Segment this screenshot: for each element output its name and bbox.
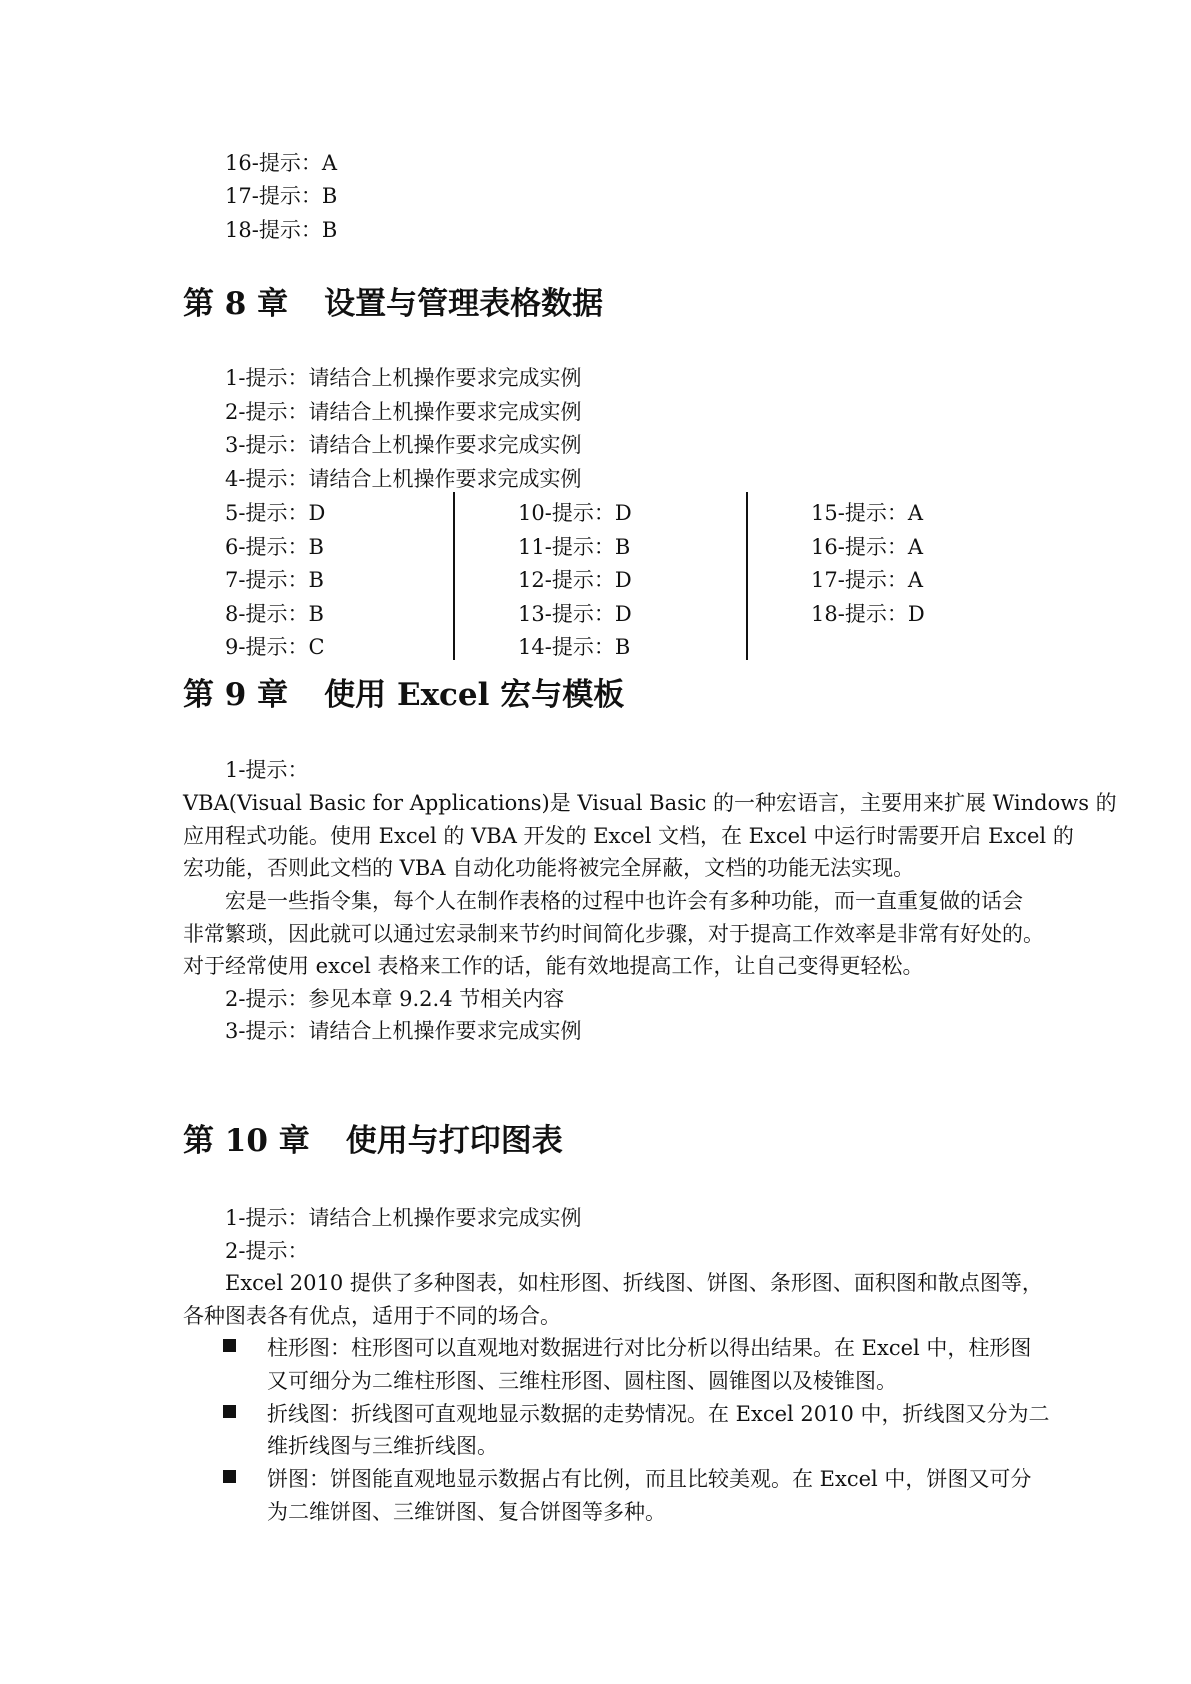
chapter-number: 第 10 章 — [183, 1123, 310, 1159]
bullet-square-icon — [223, 1339, 236, 1352]
paragraph-line: 应用程式功能。使用 Excel 的 VBA 开发的 Excel 文档，在 Excel 中运行时需要开启 Excel 的 — [183, 824, 1074, 848]
column-divider — [746, 492, 748, 660]
hint-line: 18-提示：B — [225, 218, 338, 242]
bullet-square-icon — [223, 1405, 236, 1418]
answer-item: 5-提示：D — [225, 501, 326, 525]
paragraph-line: Excel 2010 提供了多种图表，如柱形图、折线图、饼图、条形图、面积图和散点图等， — [225, 1271, 1043, 1295]
chapter-10-heading — [183, 1123, 563, 1159]
answer-item: 14-提示：B — [518, 635, 631, 659]
hint-line: 4-提示：请结合上机操作要求完成实例 — [225, 467, 582, 491]
answer-item: 12-提示：D — [518, 568, 632, 592]
hint-line: 3-提示：请结合上机操作要求完成实例 — [225, 1019, 582, 1043]
paragraph-line: 宏是一些指令集，每个人在制作表格的过程中也许会有多种功能，而一直重复做的话会 — [225, 889, 1023, 913]
paragraph-line: 各种图表各有优点，适用于不同的场合。 — [183, 1304, 561, 1328]
answer-item: 13-提示：D — [518, 602, 632, 626]
chapter-title: 使用与打印图表 — [345, 1123, 563, 1159]
answer-item: 8-提示：B — [225, 602, 324, 626]
bullet-item-line: 为二维饼图、三维饼图、复合饼图等多种。 — [267, 1500, 666, 1524]
hint-line: 2-提示：参见本章 9.2.4 节相关内容 — [225, 987, 565, 1011]
hint-line: 1-提示：请结合上机操作要求完成实例 — [225, 1206, 582, 1230]
bullet-item-line: 维折线图与三维折线图。 — [267, 1434, 498, 1458]
hint-line: 16-提示：A — [225, 151, 337, 175]
answer-item: 7-提示：B — [225, 568, 324, 592]
paragraph-line: 对于经常使用 excel 表格来工作的话，能有效地提高工作，让自己变得更轻松。 — [183, 954, 924, 978]
bullet-item-line: 饼图：饼图能直观地显示数据占有比例，而且比较美观。在 Excel 中，饼图又可分 — [267, 1467, 1032, 1491]
answer-item: 9-提示：C — [225, 635, 325, 659]
hint-line: 17-提示：B — [225, 184, 338, 208]
bullet-item-line: 折线图：折线图可直观地显示数据的走势情况。在 Excel 2010 中，折线图又分为二 — [267, 1402, 1050, 1426]
paragraph-line: VBA(Visual Basic for Applications)是 Visual Basic 的一种宏语言，主要用来扩展 Windows 的 — [183, 791, 1117, 815]
column-divider — [453, 492, 455, 660]
chapter-number: 第 8 章 — [183, 286, 289, 322]
hint-line: 1-提示： — [225, 758, 309, 782]
hint-line: 3-提示：请结合上机操作要求完成实例 — [225, 433, 582, 457]
hint-line: 1-提示：请结合上机操作要求完成实例 — [225, 366, 582, 390]
hint-line: 2-提示： — [225, 1239, 309, 1263]
answer-item: 6-提示：B — [225, 535, 324, 559]
answer-item: 15-提示：A — [811, 501, 923, 525]
chapter-title: 使用 Excel 宏与模板 — [324, 677, 625, 713]
answer-item: 16-提示：A — [811, 535, 923, 559]
answer-item: 18-提示：D — [811, 602, 925, 626]
paragraph-line: 宏功能，否则此文档的 VBA 自动化功能将被完全屏蔽，文档的功能无法实现。 — [183, 856, 915, 880]
answer-item: 11-提示：B — [518, 535, 631, 559]
chapter-8-heading — [183, 286, 604, 322]
bullet-item-line: 又可细分为二维柱形图、三维柱形图、圆柱图、圆锥图以及棱锥图。 — [267, 1369, 897, 1393]
answer-item: 17-提示：A — [811, 568, 923, 592]
chapter-number: 第 9 章 — [183, 677, 289, 713]
chapter-9-heading — [183, 677, 625, 713]
hint-line: 2-提示：请结合上机操作要求完成实例 — [225, 400, 582, 424]
paragraph-line: 非常繁琐，因此就可以通过宏录制来节约时间简化步骤，对于提高工作效率是非常有好处的。 — [183, 922, 1044, 946]
bullet-square-icon — [223, 1470, 236, 1483]
answer-item: 10-提示：D — [518, 501, 632, 525]
chapter-title: 设置与管理表格数据 — [324, 286, 604, 322]
bullet-item-line: 柱形图：柱形图可以直观地对数据进行对比分析以得出结果。在 Excel 中，柱形图 — [267, 1336, 1032, 1360]
